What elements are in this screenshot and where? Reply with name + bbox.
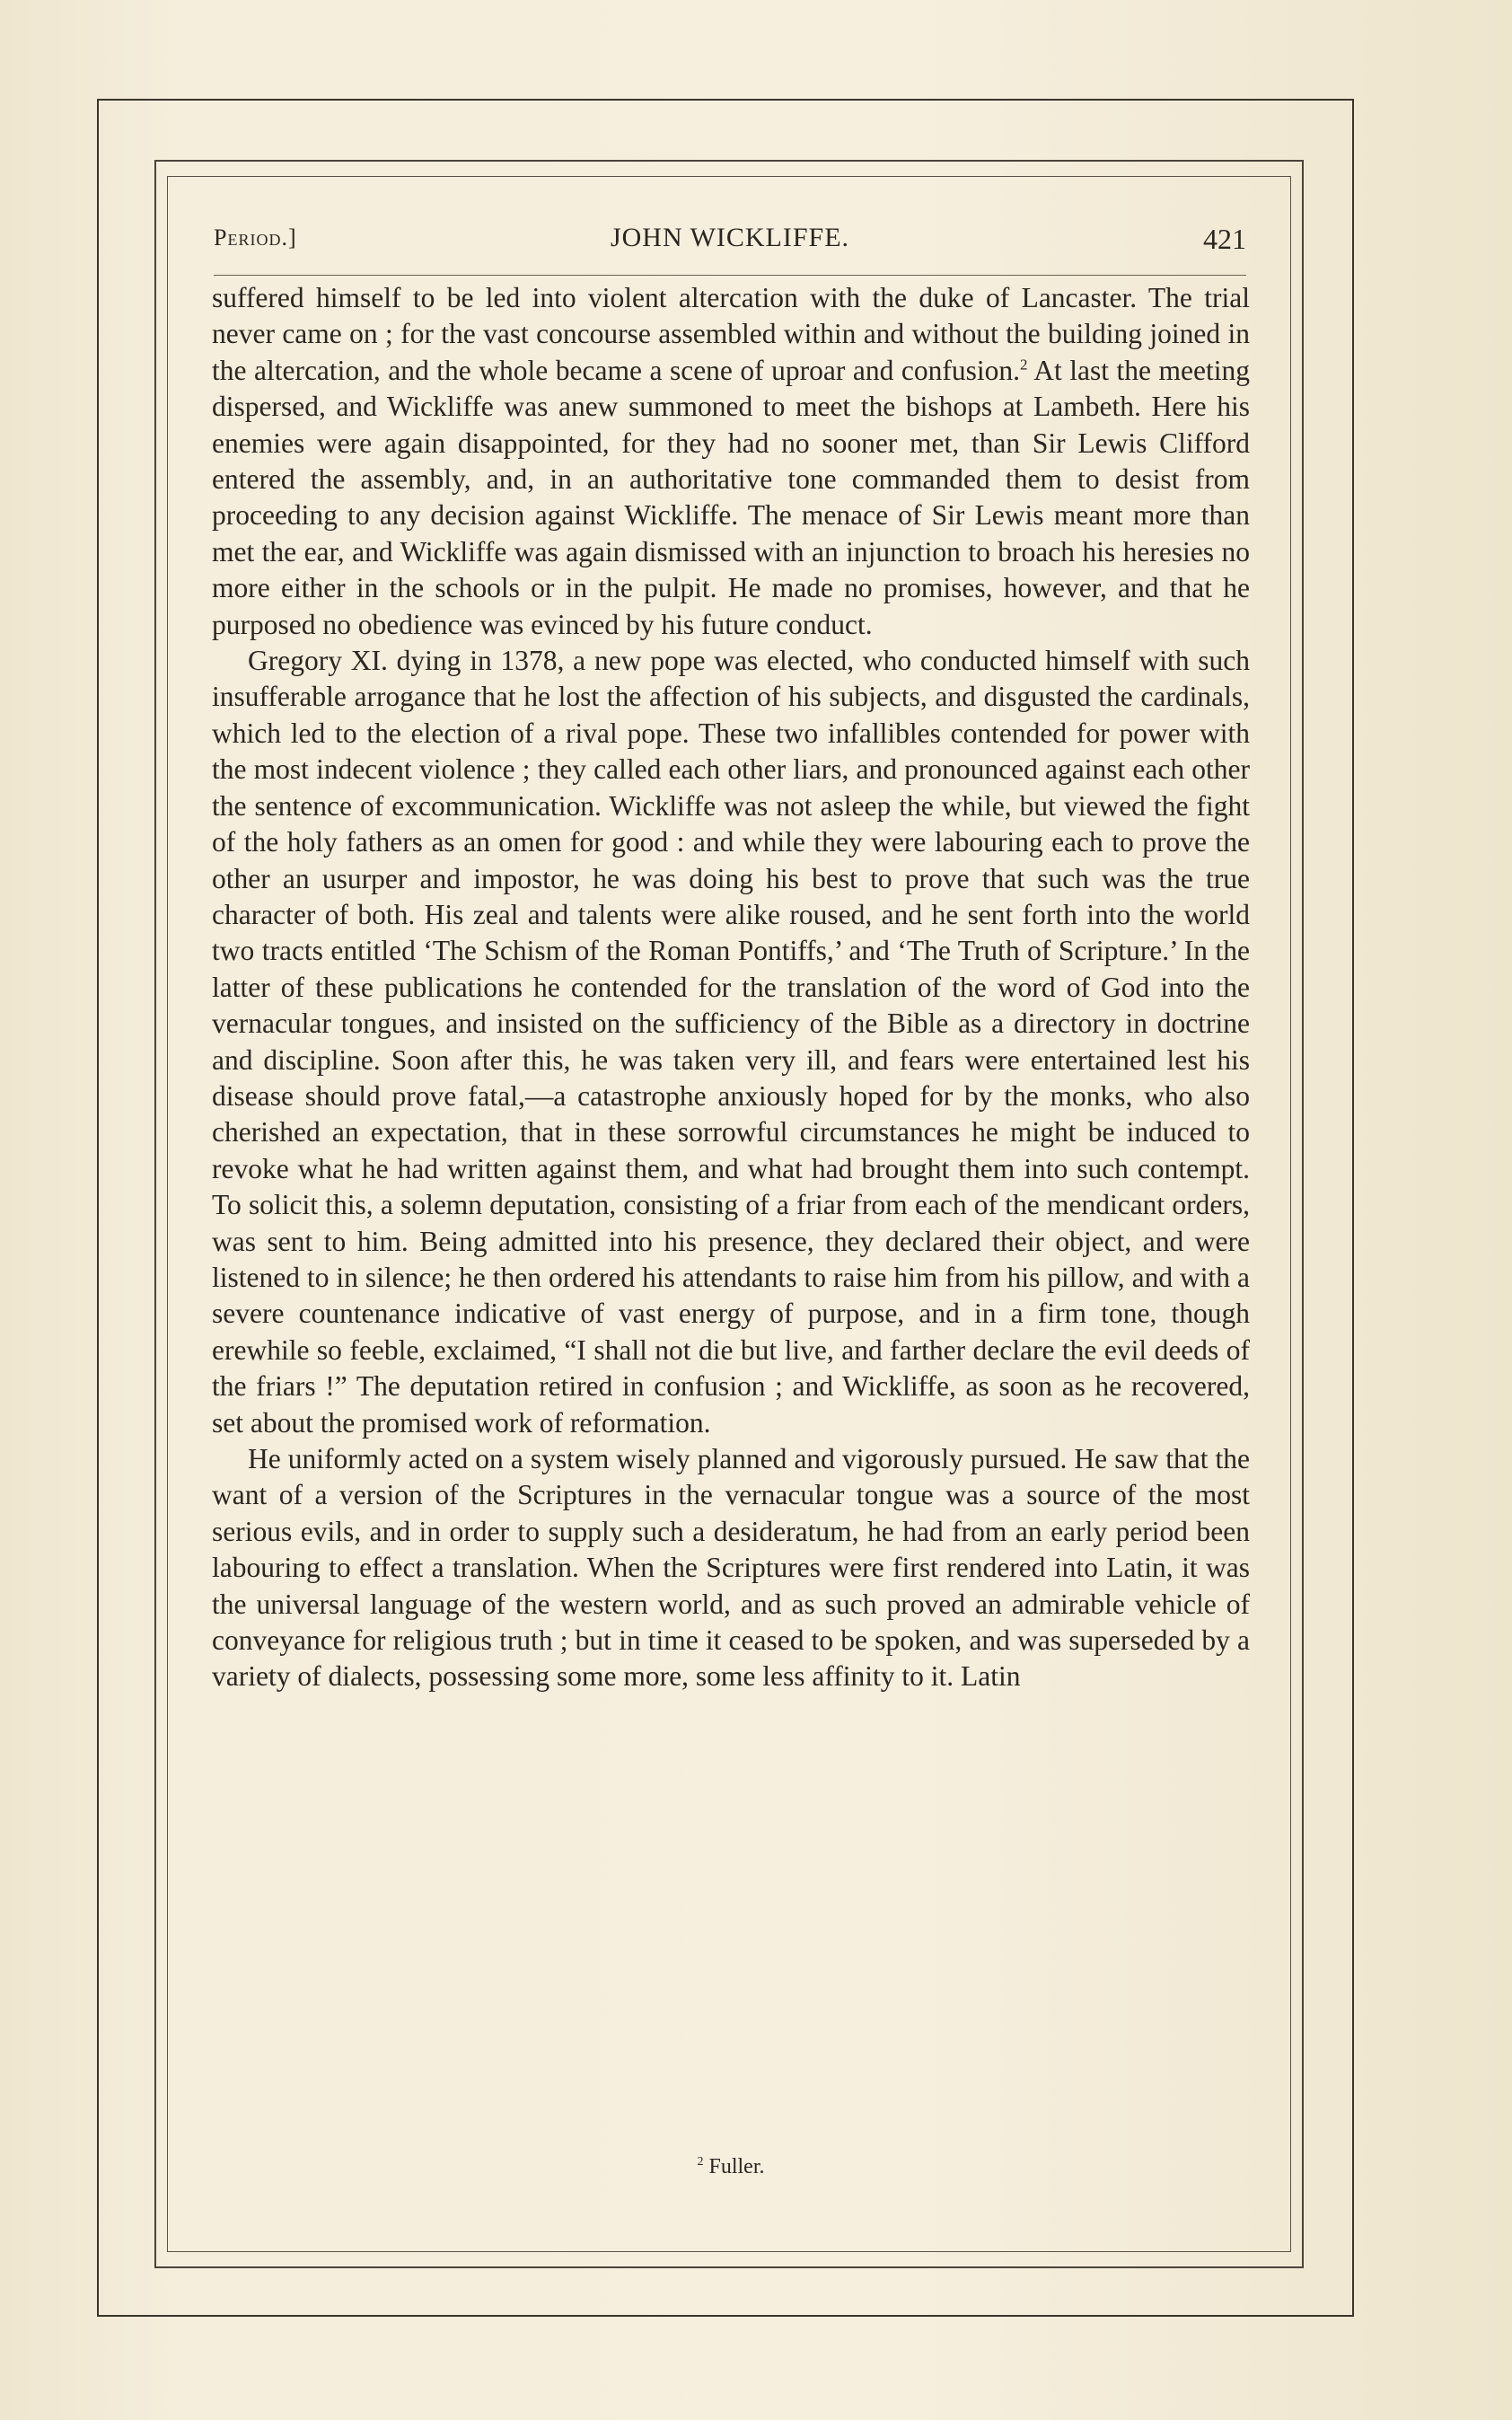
paragraph-1-text-b: At last the meeting dispersed, and Wickliffe was anew summoned to meet the bishops at Lambeth. Here his enemies were again disappointed, for they had no sooner met, than Sir Lewis Clifford entered the assembly, and, in an authoritative tone commanded them to desist from proceeding to any decision against Wickliffe. The menace of Sir Lewis meant more than met the ear, and Wickliffe was again dismissed with an injunction to broach his heresies no more either in the schools or in the pulpit. He made no promises, however, and that he purposed no obedience was evinced by his future conduct. (212, 354, 1250, 640)
footnote-reference: 2 (1020, 356, 1028, 374)
paragraph-1 (212, 280, 1250, 643)
page-number: 421 (1203, 223, 1246, 255)
header-title: JOHN WICKLIFFE. (610, 223, 850, 252)
header-rule (214, 275, 1246, 276)
footnote (212, 2155, 1250, 2179)
paragraph-2 (212, 643, 1250, 1441)
paragraph-1-text-a: suffered himself to be led into violent altercation with the duke of Lancaster. The trial never came on ; for the vast concourse assembled within and without the building joined in the altercation, and the whole became a scene of uproar and confusion. (212, 282, 1250, 386)
paragraph-3 (212, 1441, 1250, 1695)
paragraph-2-text: Gregory XI. dying in 1378, a new pope was elected, who conducted himself with such insufferable arrogance that he lost the affection of his subjects, and disgusted the cardinals, which led to the election of a rival pope. These two infallibles contended for power with the most indecent violence ; they called each other liars, and pronounced against each other the sentence of excommunication. Wickliffe was not asleep the while, but viewed the fight of the holy fathers as an omen for good : and while they were labouring each to prove the other an usurper and impostor, he was doing his best to prove that such was the true character of both. His zeal and talents were alike roused, and he sent forth into the world two tracts entitled ‘The Schism of the Roman Pontiffs,’ and ‘The Truth of Scripture.’ In the latter of these publications he contended for the translation of the word of God into the vernacular tongues, and insisted on the sufficiency of the Bible as a directory in doctrine and discipline. Soon after this, he was taken very ill, and fears were entertained lest his disease should prove fatal,—a catastrophe anxiously hoped for by the monks, who also cherished an expectation, that in these sorrowful circumstances he might be induced to revoke what he had written against them, and what had brought them into such contempt. To solicit this, a solemn deputation, consisting of a friar from each of the mendicant orders, was sent to him. Being admitted into his presence, they declared their object, and were listened to in silence; he then ordered his attendants to raise him from his pillow, and with a severe countenance indicative of vast energy of purpose, and in a firm tone, though erewhile so feeble, exclaimed, “I shall not die but live, and farther declare the evil deeds of the friars !” The deputation retired in confusion ; and Wickliffe, as soon as he recovered, set about the promised work of reformation. (212, 645, 1250, 1439)
body-text (212, 280, 1250, 1695)
header-section-label: Period.] (214, 224, 297, 251)
paragraph-3-text: He uniformly acted on a system wisely planned and vigorously pursued. He saw that the want of a version of the Scriptures in the vernacular tongue was a source of the most serious evils, and in order to supply such a desideratum, he had from an early period been labouring to effect a translation. When the Scriptures were first rendered into Latin, it was the universal language of the western world, and as such proved an admirable vehicle of conveyance for religious truth ; but in time it ceased to be spoken, and was superseded by a variety of dialects, possessing some more, some less affinity to it. Latin (212, 1443, 1250, 1693)
footnote-mark: 2 (697, 2155, 704, 2169)
running-header (214, 221, 1246, 266)
footnote-text: Fuller. (708, 2155, 765, 2178)
